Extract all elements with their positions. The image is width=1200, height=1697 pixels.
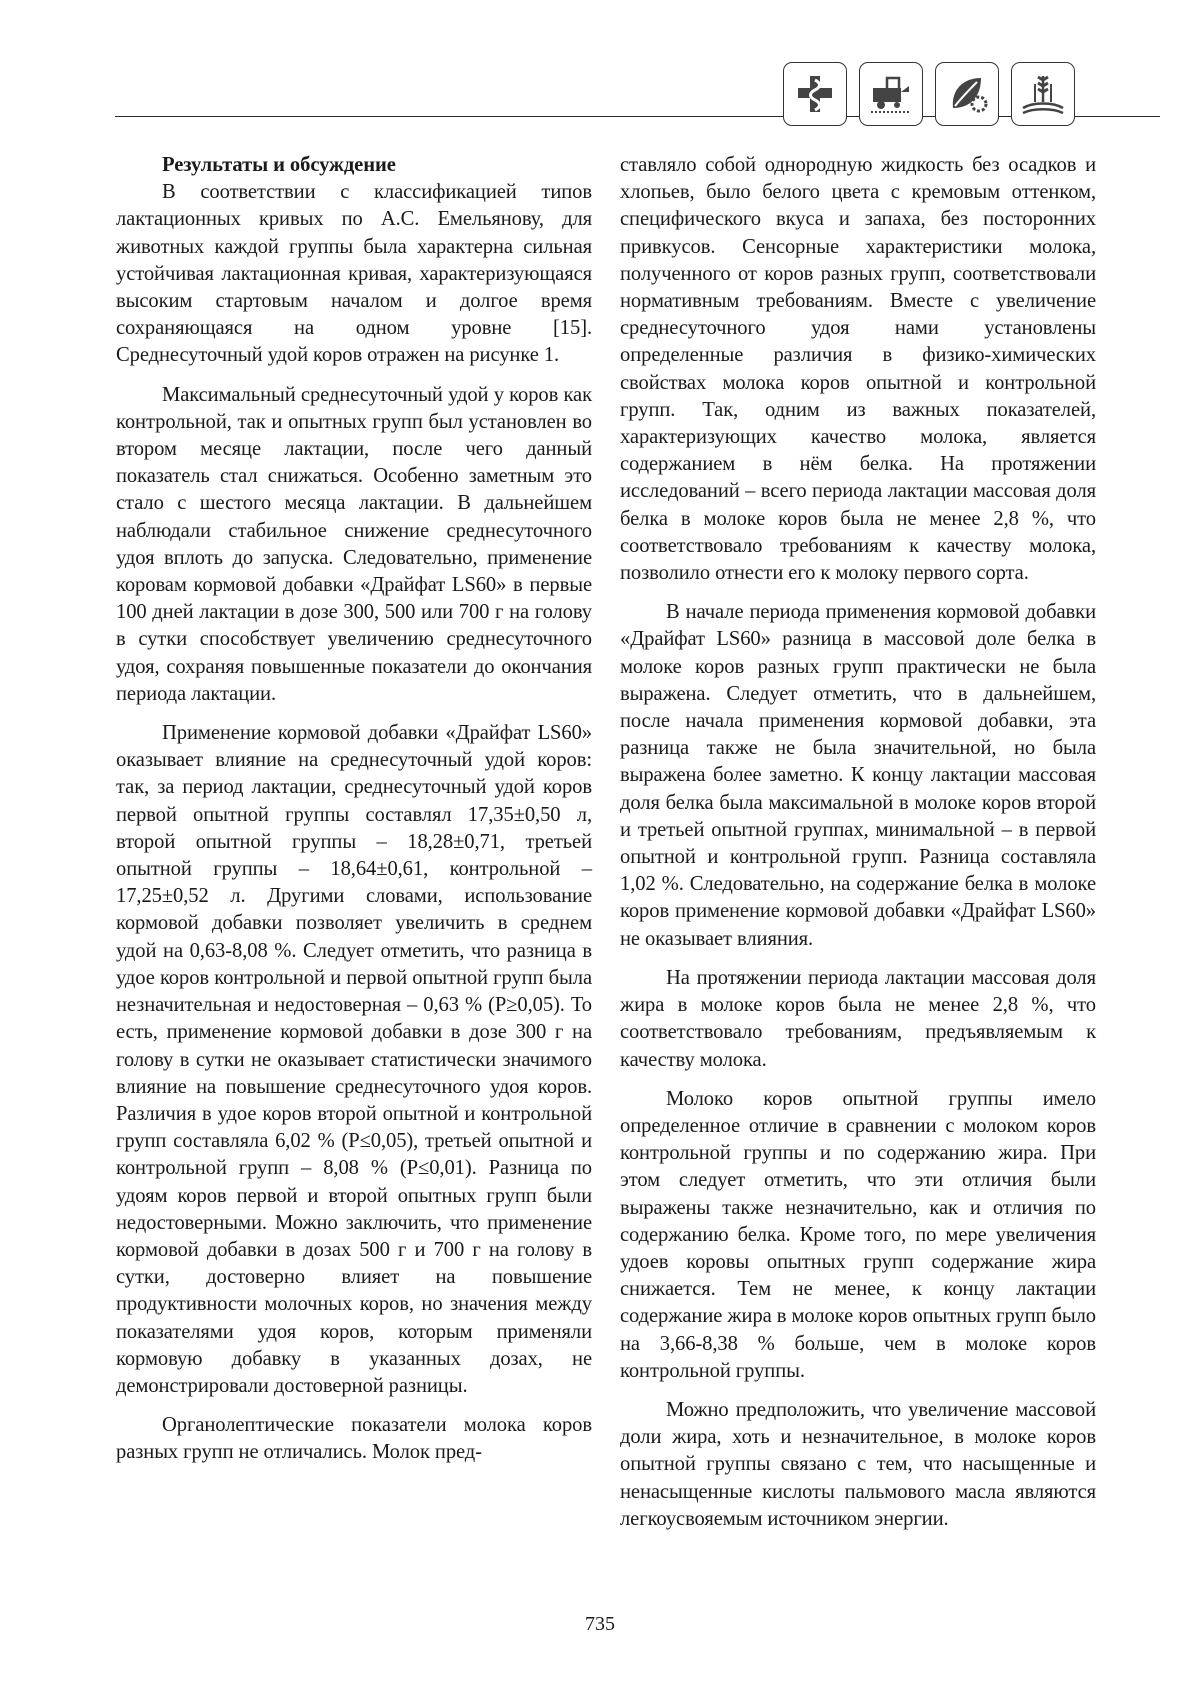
paragraph: Применение кормовой добавки «Драйфат LS60» оказывает влияние на среднесуточный удой коров: так, за период лактации, среднесуточный удой коров первой опытной группы составлял 17,35±0,50 л, второй опытной группы – 18,28±0,71, третьей опытной группы – 18,64±0,61, контрольной – 17,25±0,52 л. Другими словами, использование кормовой добавки позволяет увеличить в среднем удой на 0,63-8,08 %. Следует отметить, что разница в удое коров контрольной и первой опытной групп была незначительная и недостоверная – 0,63 % (P≥0,05). То есть, применение кормовой добавки в дозе 300 г на голову в сутки не оказывает статистически значимого влияние на повышение среднесуточного удоя коров. Различия в удое коров второй опытной и контрольной групп составляла 6,02 % (P≤0,05), третьей опытной и контрольной групп – 8,08 % (P≤0,01). Разница по удоям коров первой и второй опытных групп были недостоверными. Можно заключить, что применение кормовой добавки в дозах 500 г и 700 г на голову в сутки, достоверно влияет на повышение продуктивности молочных коров, но значения между показателями удоя коров, которым применяли кормовую добавку в указанных дозах, не демонстрировали достоверной разницы. [116,722,592,1397]
leaf-gear-icon [935,62,999,126]
left-column [116,152,592,1467]
combine-harvester-icon [859,62,923,126]
medical-cross-snake-icon [783,62,847,126]
paragraph: ставляло собой однородную жидкость без осадков и хлопьев, было белого цвета с кремовым оттенком, специфического вкуса и запаха, без посторонних привкусов. Сенсорные характеристики молока, полученного от коров разных групп, соответствовали нормативным требованиям. Вместе с увеличение среднесуточного удоя нами установлены определенные различия в физико-химических свойствах молока коров опытной и контрольной групп. Так, одним из важных показателей, характеризующих качество молока, является содержанием в нём белка. На протяжении исследований – всего периода лактации массовая доля белка в молоке коров была не менее 2,8 %, что соответствовало требованиям к качеству молока, позволило отнести его к молоку первого сорта. [620,154,1096,585]
header-icon-strip [783,62,1173,136]
section-heading: Результаты и обсуждение [162,154,396,176]
wheat-field-icon [1011,62,1075,126]
paragraph: На протяжении периода лактации массовая доля жира в молоке коров была не менее 2,8 %, что соответствовало требованиям, предъявляемым к качеству молока. [620,966,1096,1071]
paragraph: Молоко коров опытной группы имело определенное отличие в сравнении с молоком коров контрольной группы и по содержанию жира. При этом следует отметить, что эти отличия были выражены также незначительно, как и отличия по содержанию белка. Кроме того, по мере увеличения удоев коровы опытных групп содержание жира снижается. Тем не менее, к концу лактации содержание жира в молоке коров опытных групп было на 3,66-8,38 % больше, чем в молоке коров контрольной группы. [620,1087,1096,1382]
paragraph: В начале периода применения кормовой добавки «Драйфат LS60» разница в массовой доле белка в молоке коров разных групп практически не была выражена. Следует отметить, что в дальнейшем, после начала применения кормовой добавки, эта разница также не была значительной, но была выражена более заметно. К концу лактации массовая доля белка была максимальной в молоке коров второй и третьей опытной группах, минимальной – в первой опытной и контрольной групп. Разница составляла 1,02 %. Следовательно, на содержание белка в молоке коров применение кормовой добавки «Драйфат LS60» не оказывает влияния. [620,601,1096,950]
page-number: 735 [585,1613,615,1635]
paragraph: Можно предположить, что увеличение массовой доли жира, хоть и незначительное, в молоке коров опытной группы связано с тем, что насыщенные и ненасыщенные кислоты пальмового масла являются легкоусвояемым источником энергии. [620,1398,1096,1530]
paragraph: Органолептические показатели молока коров разных групп не отличались. Молок пред- [116,1414,592,1464]
paragraph: Максимальный среднесуточный удой у коров как контрольной, так и опытных групп был установлен во втором месяце лактации, после чего данный показатель стал снижаться. Особенно заметным это стало с шестого месяца лактации. В дальнейшем наблюдали стабильное снижение среднесуточного удоя вплоть до запуска. Следовательно, применение коровам кормовой добавки «Драйфат LS60» в первые 100 дней лактации в дозе 300, 500 или 700 г на голову в сутки способствует увеличению среднесуточного удоя, сохраняя повышенные показатели до окончания периода лактации. [116,383,592,705]
paragraph: В соответствии с классификацией типов лактационных кривых по А.С. Емельянову, для животных каждой группы была характерна сильная устойчивая лактационная кривая, характеризующаяся высоким стартовым началом и долгое время сохраняющаяся на одном уровне [15]. Среднесуточный удой коров отражен на рисунке 1. [116,181,592,367]
right-column [620,152,1096,1533]
